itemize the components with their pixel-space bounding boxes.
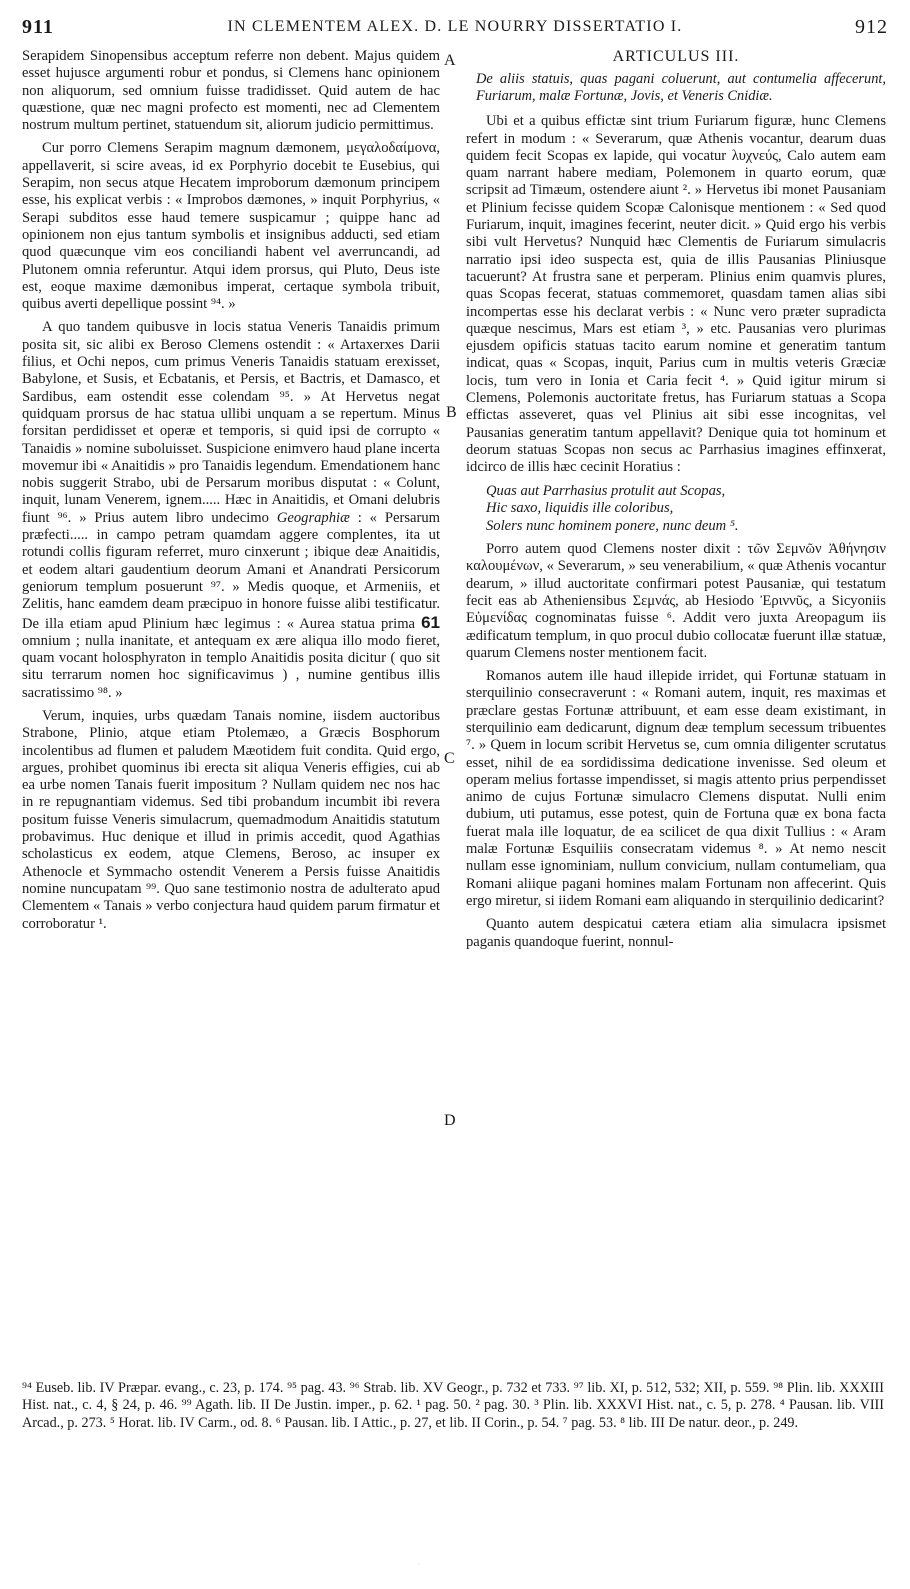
footnotes bbox=[22, 1380, 884, 1432]
left-paragraph-4: Verum, inquies, urbs quædam Tanais nomine, iisdem auctoribus Strabone, Plinio, atque etiam Ptolemæo, a Græcis Bosphorum incolentibus ad flumen et paludem Mæotidem fuit condita. Quid ergo, argues, prohibet quominus ibi erecta sit aliqua Veneris effigies, cui ab ea urbe nomen Tanais fuerit impositum ? Nullam quidem nec nos hac in re repugnantiam videmus. Sed tibi probandum incumbit ibi revera positum fuisse Veneris simulacrum, quemadmodum Anaitidis statutum probavimus. Huc denique et illud in primis accedit, quod Agathias scholasticus ex eodem, atque Clemens, Beroso, ac insuper ex Athenocle et Symmacho ostendit Venerem a Persis fuisse Anaitidis nomine nuncupatam ⁹⁹. Quo sane testimonio nostra de adulterato apud Clementem « Tanais » verbo conjectura haud quidem parum firmatur et corroboratur ¹. bbox=[22, 707, 440, 932]
left-paragraph-3-part-1: A quo tandem quibusve in locis statua Veneris Tanaidis primum posita sit, sic alibi ex Beroso Clemens ostendit : « Artaxerxes Darii filius, et Ochi nepos, cum primus Veneris Tanaidis statuam erexisset, Babylone, et Susis, et Ecbatanis, et Persis, et Bactris, et Damasco, et Sardibus, eam ostendit esse colendam ⁹⁵. » At Hervetus negat quidquam prorsus de hac statua ullibi unquam a se repertum. Minus forsitan perdidisset et operæ et temporis, si quid ipsi de corrupto « Tanaidis » nomine suboluisset. Suspicione enimvero haud plane incerta movemur ibi « Anaitidis » pro Tanaidis legendum. Emendationem hanc nobis suggerit Strabo, ubi de Persarum moribus disputat : « Colunt, inquit, lunam Venerem, ignem..... Hæc in Anaitidis, et Omani delubris fiunt ⁹⁶. » Prius autem libro undecimo bbox=[22, 319, 440, 526]
right-paragraph-1: Ubi et a quibus effictæ sint trium Furiarum figuræ, hunc Clemens refert in modum : « Severarum, quæ Athenis vocantur, dearum duas quidem fecit Scopas ex lapide, qui vocatur λυχνεύς, Calo autem eam quam narrant habere mediam, Polemonem in quarto eorum, quæ scripsit ad Timæum, ostendere aiunt ². » Hervetus ibi monet Pausaniam et Plinium fecisse quidem Scopæ Calonisque mentionem : « Sed quod Furiarum, inquit, imagines fecerint, neuter dicit. » Quid ergo his verbis sibi vult Hervetus? Nunquid hæc Clementis de Furiarum simulacris narratio ipsi ideo suspecta est, quia de illis Pausanias Pliniusque tacuerunt? At frustra sane et perperam. Plinius enim quamvis plures, quas Scopas fecerat, statuas commemoret, quasdam tamen alias sibi incompertas esse his declarat verbis : « Nunc vero præter supradicta quæque nescimus, Mars est etiam ³, » etc. Pausanias vero plurimas ejusdem opificis statuas tacito earum nomine et generatim tantum indicat, quas « Scopas, inquit, Parius cum in multis veteris Græciæ locis, tum vero in Ionia et Caria fecit ⁴. » Quid igitur mirum si Clemens, Polemonis auctoritate fretus, has Furiarum statuas a Scopa effictas asseveret, quas vel Plinius ait sibi esse incognitas, vel Pausanias generatim tantum appellavit? Denique quia tot hominum et deorum statuas Scopas non secus ac Parrhasius imagines effinxerat, idcirco de illis hæc cecinit Horatius : bbox=[466, 113, 886, 476]
ink-speck: · bbox=[418, 1562, 420, 1568]
article-subtitle: De aliis statuis, quas pagani coluerunt, aut contumelia affecerunt, Furiarum, malæ Fortunæ, Jovis, et Veneris Cnidiæ. bbox=[476, 71, 886, 105]
right-column bbox=[466, 48, 886, 957]
geographiae-title: Geographiæ bbox=[276, 509, 350, 526]
left-paragraph-2: Cur porro Clemens Serapim magnum dæmonem, μεγαλοδαίμονα, appellaverit, si scire aveas, id ex Porphyrio docebit te Eusebius, qui Serapim, non secus atque Hecatem improborum dæmonum principem esse, his explicat verbis : « Improbos dæmones, » inquit Porphyrius, « Serapi subditos esse haud temere suspicamur ; quippe hanc ad opinionem non ejus tantum symbolis et insignibus adducti, sed etiam quod quæcunque vim eos conciliandi habent vel averruncandi, ad Plutonem omnia referuntur. Atqui idem prorsus, qui Pluto, Deus iste est, eoque maxime dæmonibus imperat, certaque symbola tribuit, quibus averti depellique possint ⁹⁴. » bbox=[22, 140, 440, 313]
left-paragraph-3-part-2: : « Persarum præfecti..... in campo petram quamdam aggere complentes, ita ut rotundi collis figuram referret, muro cinxerunt ; ibique deæ Anaitidis, et eodem altari gaudentium deorum Amani et Anandrati Persicorum geniorum templum posuerunt ⁹⁷. » Medis quoque, et Armeniis, et Zelitis, hanc eamdem deam præcipuo in honore fuisse alibi testificatur. De illa etiam apud Plinium hæc legimus : « Aurea statua prima bbox=[22, 509, 440, 632]
margin-marker-b: B bbox=[446, 404, 457, 421]
page-number-left: 911 bbox=[22, 16, 54, 38]
left-paragraph-1: Serapidem Sinopensibus acceptum referre non debent. Majus quidem esset hujusce argumenti robur et pondus, si Clemens hanc opinionem non aliquorum, sed omnium fuisse tradidisset. Quid autem de hac quæstione, quæ nec magni profecto est momenti, nec ad Clementem nostrum multum pertinet, statuendum sit, aliorum judicio permittimus. bbox=[22, 48, 440, 134]
poem-line: Solers nunc hominem ponere, nunc deum ⁵. bbox=[486, 517, 739, 534]
left-column bbox=[22, 48, 440, 939]
margin-marker-a: A bbox=[444, 52, 456, 69]
left-paragraph-3-part-3: omnium ; nulla inanitate, et antequam ex ære aliqua illo modo fieret, quam vocant holosphyraton in templo Anaitidis posita dicitur ( quo sit situ terrarum nomen hoc significavimus ) , numine gentibus illis sacratissimo ⁹⁸. » bbox=[22, 632, 440, 701]
left-paragraph-3 bbox=[22, 319, 440, 702]
margin-marker-c: C bbox=[444, 750, 455, 767]
horace-quotation bbox=[486, 483, 886, 536]
right-paragraph-2: Porro autem quod Clemens noster dixit : τῶν Σεμνῶν Ἀθήνησιν καλουμένων, « Severarum, » seu venerabilium, « quæ Athenis vocantur dearum, » illud auctoritate confirmari potest Pausaniæ, qui testatum fecit eas ab Atheniensibus Σεμνάς, ab Hesiodo Ἐριννῦς, a Sicyoniis Εὐμενίδας cognominatas fuisse ⁶. Addit vero juxta Areopagum iis ædificatum templum, in quo procul dubio collocatæ fuerunt illæ statuæ, quarum Clemens noster mentionem facit. bbox=[466, 541, 886, 661]
margin-marker-d: D bbox=[444, 1112, 456, 1129]
poem-line: Quas aut Parrhasius protulit aut Scopas, bbox=[486, 482, 726, 499]
right-paragraph-3: Romanos autem ille haud illepide irridet, qui Fortunæ statuam in sterquilinio consecraverunt : « Romani autem, inquit, res maximas et præclare gestas Fortunæ attribuunt, et eam esse deam existimant, in sterquilinio eam dedicarunt, dignum deæ templum secessum tribuentes ⁷. » Quem in locum scribit Hervetus se, cum omnia diligenter scrutatus esset, nihil de ea sordidissima dedicatione invenisse. Sed oleum et operam melius fortasse impendisset, si magis attento prius perpendisset animo de cujus Fortunæ simulacro Clemens disputat. Nulli enim dubium, uti putamus, esse potest, quin de Fortuna quæ ex bona facta fuerat mala ille loquatur, de ea scilicet de qua dixit Tullius : « Aram malæ Fortunæ Esquiliis consecratam videmus ⁸. » At nemo nescit nullam esse ignominiam, nullum convicium, nullam contumeliam, qua Romani aliique pagani homines malam Fortunam non affecerint. Quis ergo miretur, si iidem Romani eam aliquando in sterquilinio dedicarint? bbox=[466, 668, 886, 909]
poem-line: Hic saxo, liquidis ille coloribus, bbox=[486, 500, 674, 517]
running-title: IN CLEMENTEM ALEX. D. LE NOURRY DISSERTATIO I. bbox=[227, 18, 683, 35]
source-page-number: 61 bbox=[421, 612, 440, 632]
page-header bbox=[22, 16, 888, 44]
page-number-right: 912 bbox=[855, 16, 888, 38]
right-paragraph-4: Quanto autem despicatui cætera etiam alia simulacra ipsismet paganis quandoque fuerint, nonnul- bbox=[466, 916, 886, 950]
footnote-text: ⁹⁴ Euseb. lib. IV Præpar. evang., c. 23, p. 174. ⁹⁵ pag. 43. ⁹⁶ Strab. lib. XV Geogr., p. 732 et 733. ⁹⁷ lib. XI, p. 512, 532; XII, p. 559. ⁹⁸ Plin. lib. XXXIII Hist. nat., c. 4, § 24, p. 46. ⁹⁹ Agath. lib. II De Justin. imper., p. 62. ¹ pag. 50. ² pag. 30. ³ Plin. lib. XXXVI Hist. nat., c. 5, p. 278. ⁴ Pausan. lib. VIII Arcad., p. 273. ⁵ Horat. lib. IV Carm., od. 8. ⁶ Pausan. lib. I Attic., p. 27, et lib. II Corin., p. 54. ⁷ pag. 53. ⁸ lib. III De natur. deor., p. 249. bbox=[22, 1380, 884, 1431]
article-title: ARTICULUS III. bbox=[612, 48, 740, 65]
